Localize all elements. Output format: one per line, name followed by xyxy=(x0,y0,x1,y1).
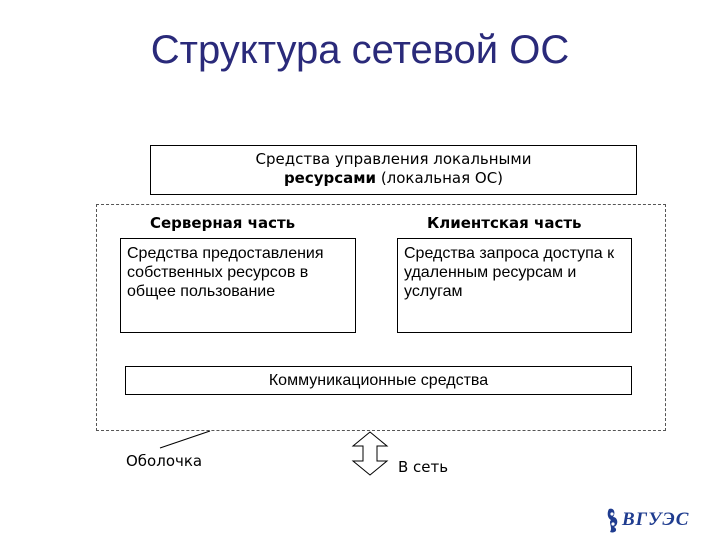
double-arrow-icon xyxy=(353,432,387,475)
local-os-line2-rest: (локальная ОС) xyxy=(376,169,504,187)
server-heading: Серверная часть xyxy=(150,214,296,232)
local-os-line2-bold: ресурсами xyxy=(283,169,377,187)
communication-box: Коммуникационные средства xyxy=(125,366,632,395)
client-box: Средства запроса доступа к удаленным ресурсам и услугам xyxy=(397,238,632,333)
shell-label: Оболочка xyxy=(126,452,203,470)
network-label: В сеть xyxy=(398,458,449,476)
local-os-line1: Средства управления локальными xyxy=(255,150,532,168)
page-title: Структура сетевой ОС xyxy=(150,28,570,72)
server-box: Средства предоставления собственных ресурсов в общее пользование xyxy=(120,238,356,333)
client-heading: Клиентская часть xyxy=(427,214,582,232)
shell-pointer-line xyxy=(160,431,210,448)
logo-text: ВГУЭС xyxy=(622,509,690,530)
